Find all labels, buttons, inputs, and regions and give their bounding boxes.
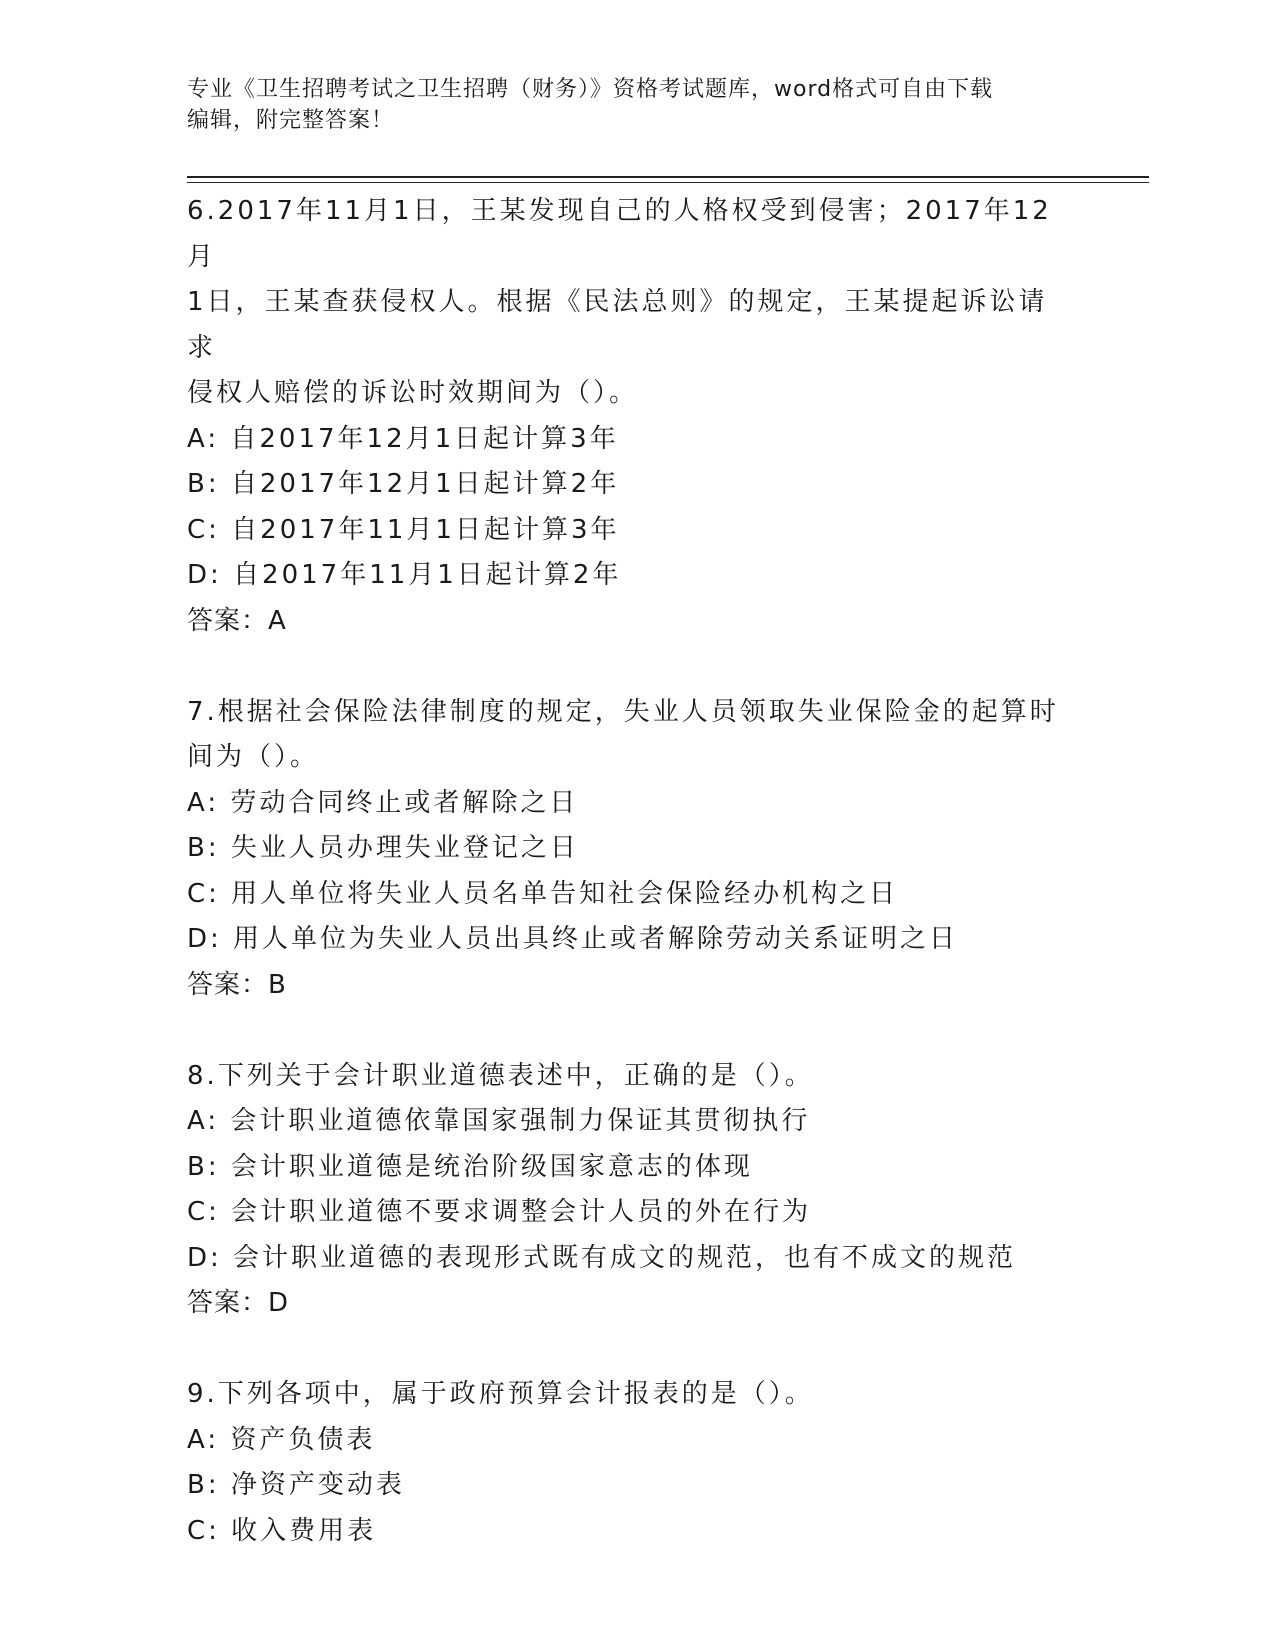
spacer bbox=[187, 1008, 1087, 1054]
option-a: A: 会计职业道德依靠国家强制力保证其贯彻执行 bbox=[187, 1106, 811, 1136]
spacer bbox=[187, 1327, 1087, 1373]
option-c: C: 收入费用表 bbox=[187, 1515, 377, 1546]
answer: 答案：A bbox=[187, 605, 287, 636]
question-7 bbox=[187, 690, 1087, 1009]
question-text-line: 6.2017年11月1日，王某发现自己的人格权受到侵害；2017年12月 bbox=[187, 196, 1052, 272]
question-text-line: 7.根据社会保险法律制度的规定，失业人员领取失业保险金的起算时 bbox=[187, 696, 1059, 727]
option-b: B: 会计职业道德是统治阶级国家意志的体现 bbox=[187, 1151, 753, 1182]
option-a: A: 资产负债表 bbox=[187, 1424, 376, 1455]
header-divider-thick bbox=[187, 176, 1149, 178]
question-text-line: 侵权人赔偿的诉讼时效期间为（）。 bbox=[187, 378, 639, 408]
option-d: D: 自2017年11月1日起计算2年 bbox=[187, 560, 622, 590]
question-8 bbox=[187, 1054, 1087, 1327]
answer: 答案：D bbox=[187, 1288, 290, 1318]
header-divider-thin bbox=[187, 182, 1149, 183]
option-d: D: 用人单位为失业人员出具终止或者解除劳动关系证明之日 bbox=[187, 924, 959, 954]
option-d: D: 会计职业道德的表现形式既有成文的规范，也有不成文的规范 bbox=[187, 1242, 1017, 1273]
document-header bbox=[187, 74, 1067, 136]
question-text-line: 1日，王某查获侵权人。根据《民法总则》的规定，王某提起诉讼请求 bbox=[187, 287, 1048, 363]
question-text-line: 间为（）。 bbox=[187, 742, 320, 772]
option-a: A: 自2017年12月1日起计算3年 bbox=[187, 423, 619, 454]
question-text-line: 9.下列各项中，属于政府预算会计报表的是（）。 bbox=[187, 1379, 814, 1409]
spacer bbox=[187, 644, 1087, 690]
question-text-line: 8.下列关于会计职业道德表述中，正确的是（）。 bbox=[187, 1060, 814, 1091]
option-a: A: 劳动合同终止或者解除之日 bbox=[187, 787, 579, 818]
question-9 bbox=[187, 1372, 1087, 1554]
option-b: B: 自2017年12月1日起计算2年 bbox=[187, 469, 620, 499]
option-c: C: 会计职业道德不要求调整会计人员的外在行为 bbox=[187, 1197, 812, 1227]
answer: 答案：B bbox=[187, 969, 287, 1000]
option-b: B: 净资产变动表 bbox=[187, 1470, 405, 1500]
question-list bbox=[187, 189, 1087, 1554]
header-line-1: 专业《卫生招聘考试之卫生招聘（财务）》资格考试题库，word格式可自由下载 bbox=[187, 77, 994, 102]
option-b: B: 失业人员办理失业登记之日 bbox=[187, 833, 579, 863]
option-c: C: 自2017年11月1日起计算3年 bbox=[187, 514, 620, 545]
question-6 bbox=[187, 189, 1087, 644]
header-line-2: 编辑，附完整答案！ bbox=[187, 108, 395, 133]
option-c: C: 用人单位将失业人员名单告知社会保险经办机构之日 bbox=[187, 878, 899, 909]
